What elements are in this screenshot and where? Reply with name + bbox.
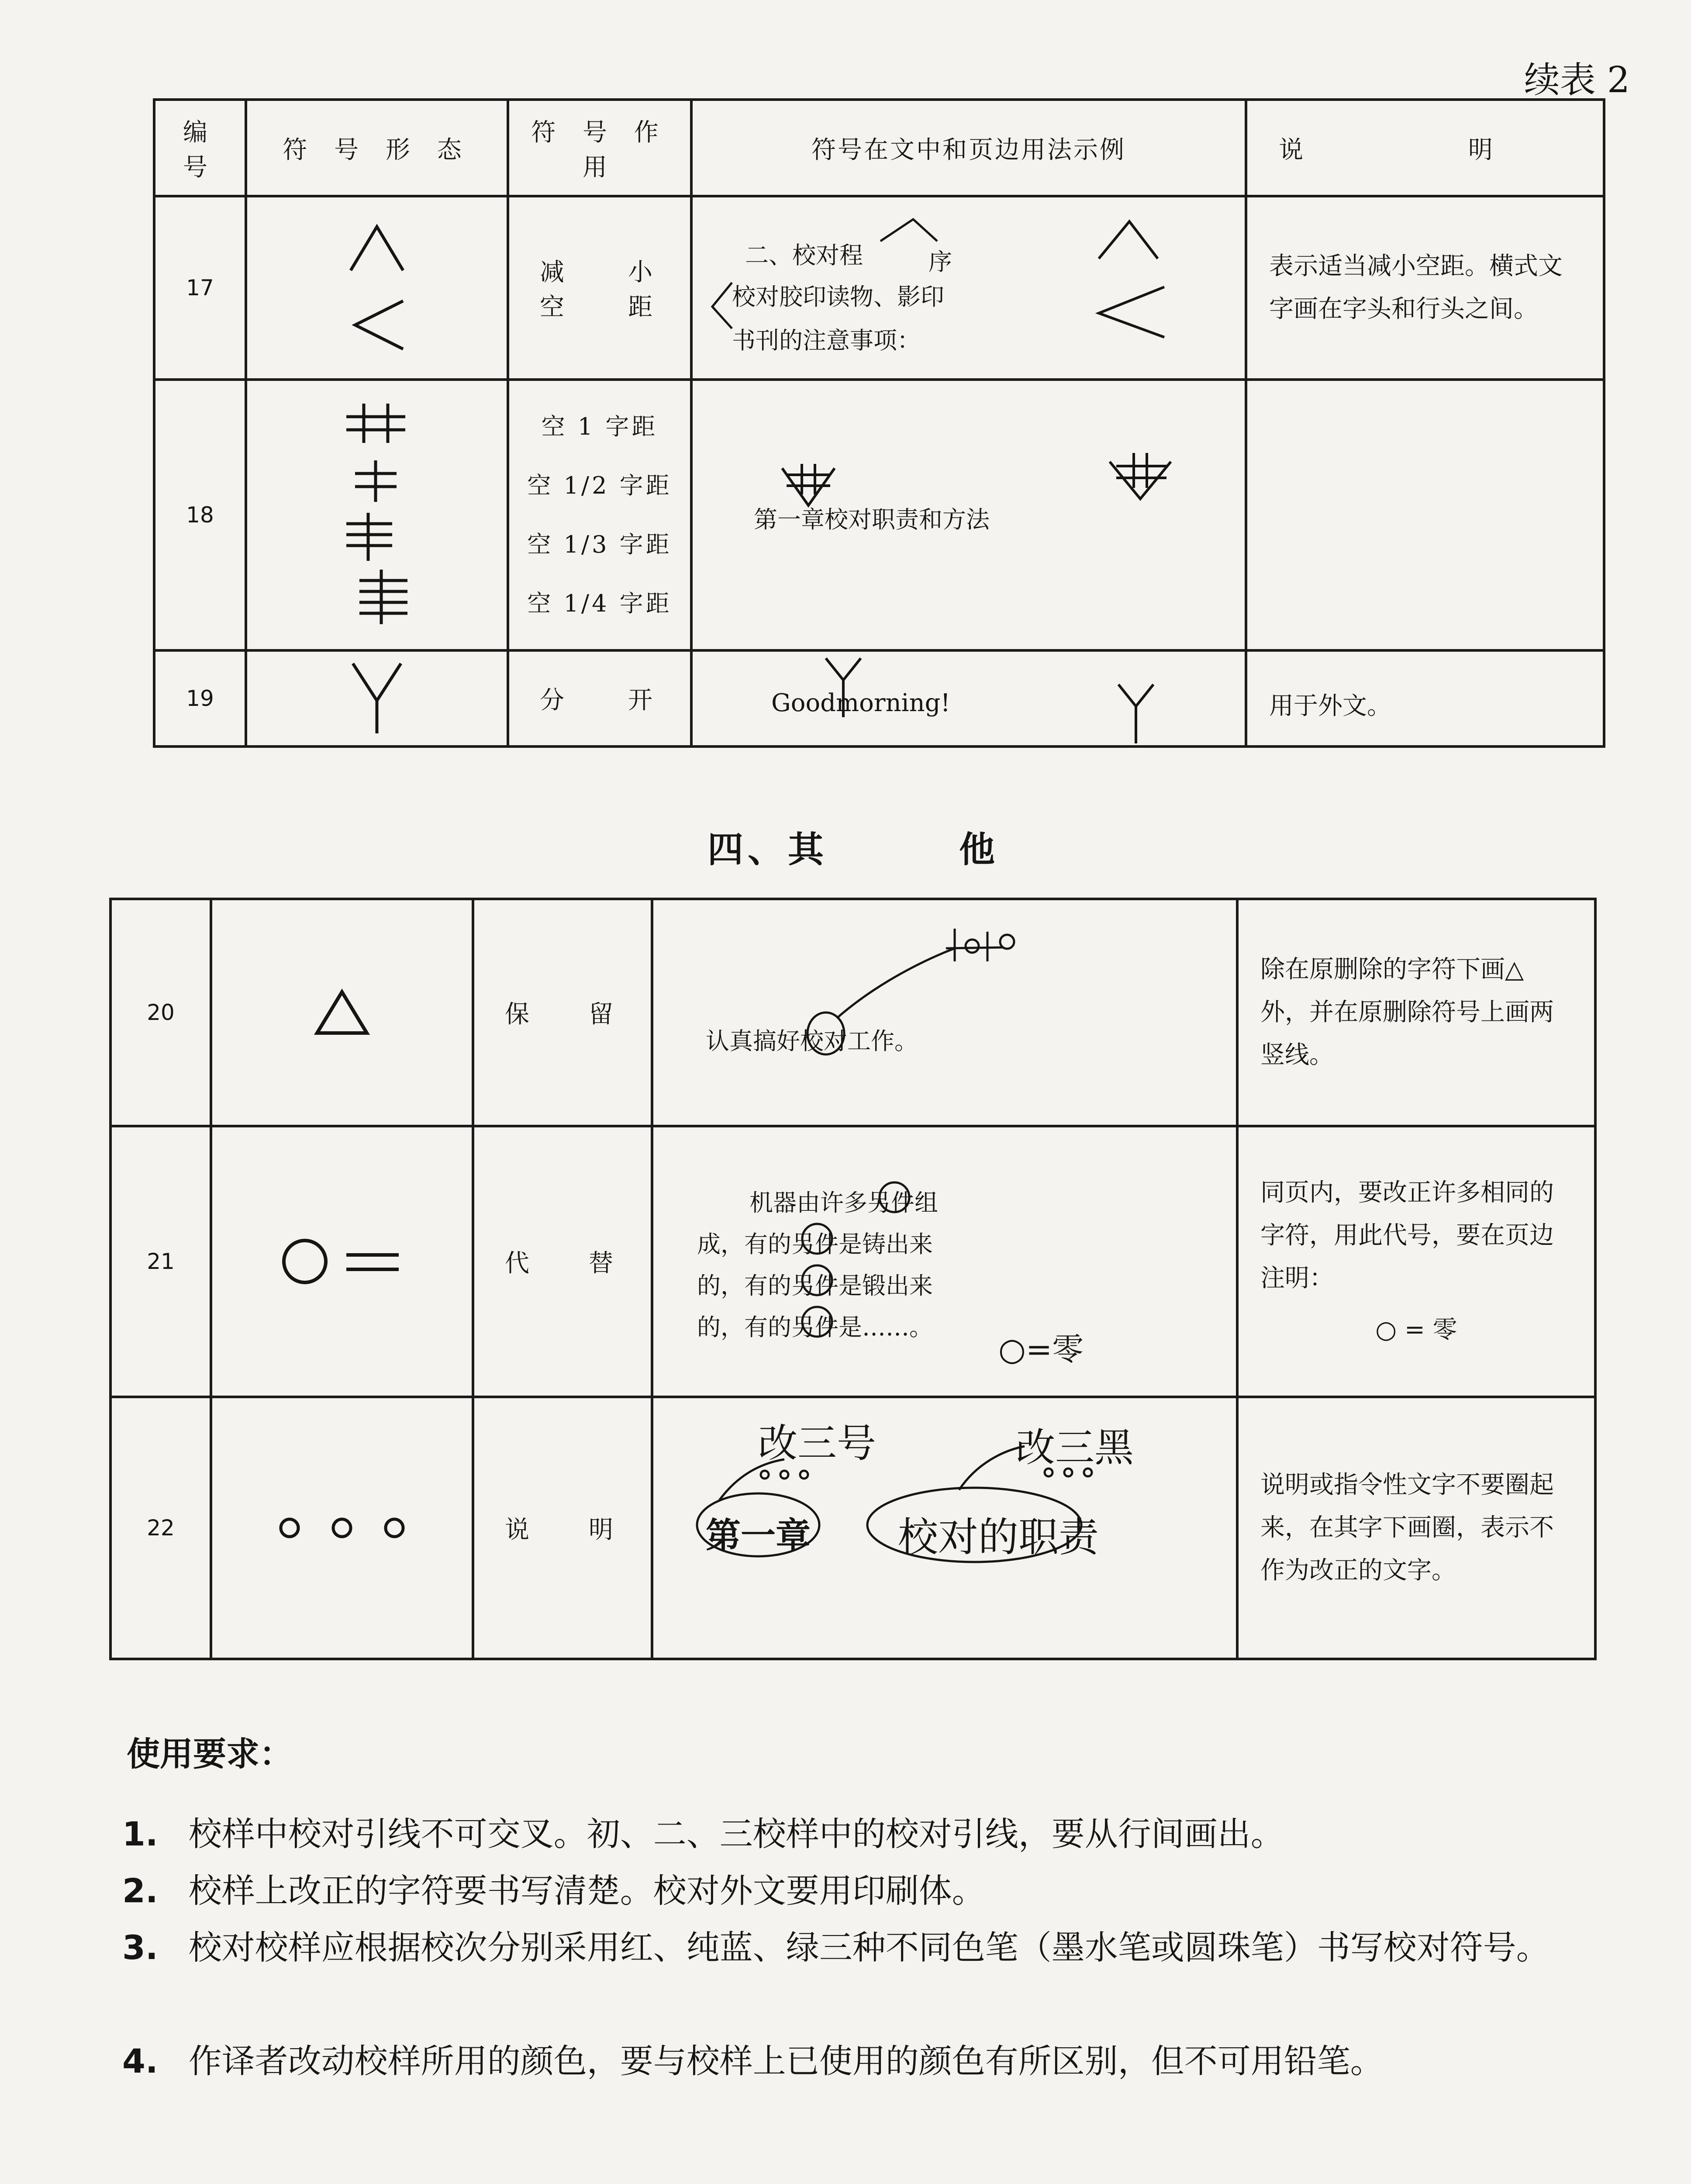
example-line: 校对的职责 bbox=[898, 1514, 1099, 1561]
usage-example bbox=[691, 650, 1246, 746]
table-row bbox=[110, 1126, 1595, 1397]
keep-symbol bbox=[211, 899, 473, 1126]
header-row bbox=[154, 100, 1604, 196]
example-line: 第一章校对职责和方法 bbox=[754, 506, 990, 533]
row-function-list bbox=[508, 380, 691, 650]
row-function: 保 留 bbox=[473, 899, 652, 1126]
reduce-space-symbol bbox=[246, 196, 508, 380]
header-symbol-function: 符 号 作 用 bbox=[508, 100, 691, 196]
row-description bbox=[1237, 1126, 1595, 1397]
header-usage-example: 符号在文中和页边用法示例 bbox=[691, 100, 1246, 196]
requirement-number: 1. bbox=[122, 1814, 158, 1853]
example-line: 的，有的另件是锻出来 bbox=[697, 1272, 933, 1299]
row-description: 用于外文。 bbox=[1246, 650, 1604, 746]
example-line: 机器由许多另件组 bbox=[749, 1189, 938, 1216]
example-line: 的，有的另件是……。 bbox=[697, 1313, 933, 1341]
proof-marks bbox=[693, 652, 1247, 748]
row-number: 20 bbox=[110, 899, 211, 1126]
proof-marks bbox=[693, 381, 1247, 652]
row-number: 18 bbox=[154, 380, 246, 650]
requirement-number: 4. bbox=[122, 2042, 158, 2080]
row-description bbox=[1246, 380, 1604, 650]
requirement-text: 校样中校对引线不可交叉。初、二、三校样中的校对引线，要从行间画出。 bbox=[188, 1814, 1284, 1853]
replace-symbol bbox=[211, 1126, 473, 1397]
comment-symbol bbox=[211, 1397, 473, 1659]
three-dots-circle-icon bbox=[276, 1515, 407, 1541]
annotation-text: 改三号 bbox=[758, 1420, 876, 1466]
row-number: 21 bbox=[110, 1126, 211, 1397]
function-item: 空 1/4 字距 bbox=[527, 590, 672, 617]
example-line: 二、校对程 bbox=[745, 242, 863, 269]
table-row bbox=[110, 1397, 1595, 1659]
symbols-table-top bbox=[153, 98, 1605, 748]
requirement-text: 校样上改正的字符要书写清楚。校对外文要用印刷体。 bbox=[188, 1871, 985, 1910]
row-number: 19 bbox=[154, 650, 246, 746]
table-row bbox=[154, 380, 1604, 650]
row-number: 17 bbox=[154, 196, 246, 380]
example-line: 序 bbox=[928, 248, 952, 276]
proof-marks bbox=[693, 197, 1247, 381]
separate-mark-icon bbox=[346, 661, 407, 736]
add-space-marks-icon bbox=[333, 401, 421, 629]
section-heading bbox=[707, 821, 999, 872]
example-line: 认真搞好校对工作。 bbox=[706, 1027, 918, 1055]
example-line: 校对胶印读物、影印 bbox=[732, 283, 944, 311]
table-row bbox=[154, 196, 1604, 380]
requirement-item bbox=[39, 2035, 1691, 2087]
description-note: ○ = 零 bbox=[1375, 1316, 1457, 1344]
requirement-item bbox=[39, 1865, 1691, 1917]
separate-symbol bbox=[246, 650, 508, 746]
row-description: 说明或指令性文字不要圈起来，在其字下画圈，表示不作为改正的文字。 bbox=[1237, 1397, 1595, 1659]
symbols-table-bottom bbox=[109, 898, 1597, 1660]
row-function: 代 替 bbox=[473, 1126, 652, 1397]
requirement-text: 校对校样应根据校次分别采用红、纯蓝、绿三种不同色笔（墨水笔或圆珠笔）书写校对符号。 bbox=[188, 1928, 1550, 1967]
row-number: 22 bbox=[110, 1397, 211, 1659]
usage-example bbox=[691, 196, 1246, 380]
section-heading-part: 他 bbox=[959, 829, 1000, 871]
usage-example bbox=[652, 899, 1237, 1126]
row-function: 分 开 bbox=[508, 650, 691, 746]
section-heading-part: 四、其 bbox=[707, 829, 828, 871]
row-function: 说 明 bbox=[473, 1397, 652, 1659]
example-line: Goodmorning! bbox=[771, 689, 950, 717]
usage-example bbox=[652, 1397, 1237, 1659]
table-row bbox=[110, 899, 1595, 1126]
description-text: 同页内，要改正许多相同的字符，用此代号，要在页边注明： bbox=[1260, 1178, 1554, 1292]
example-line: ○=零 bbox=[998, 1331, 1084, 1368]
triangle-icon bbox=[314, 988, 370, 1037]
add-space-symbols bbox=[246, 380, 508, 650]
requirement-item bbox=[39, 1808, 1691, 1860]
function-item: 空 1/2 字距 bbox=[527, 472, 672, 499]
header-description: 说 明 bbox=[1246, 100, 1604, 196]
example-line: 书刊的注意事项： bbox=[732, 327, 921, 354]
circle-equals-icon bbox=[281, 1235, 403, 1288]
requirements-title: 使用要求： bbox=[127, 1735, 293, 1773]
requirement-number: 2. bbox=[122, 1871, 158, 1910]
row-description: 表示适当减小空距。横式文字画在字头和行头之间。 bbox=[1246, 196, 1604, 380]
example-line: 成，有的另件是铸出来 bbox=[697, 1230, 933, 1258]
proof-marks bbox=[653, 900, 1239, 1127]
row-function: 减 小 空 距 bbox=[508, 196, 691, 380]
reduce-space-mark-icon bbox=[342, 222, 412, 353]
function-item: 空 1 字距 bbox=[541, 413, 658, 440]
table-row bbox=[154, 650, 1604, 746]
function-item: 空 1/3 字距 bbox=[527, 531, 672, 558]
annotation-text: 改三黑 bbox=[1016, 1425, 1134, 1471]
example-line: 第一章 bbox=[706, 1515, 811, 1556]
requirement-number: 3. bbox=[122, 1928, 158, 1967]
proof-marks bbox=[653, 1398, 1239, 1660]
requirement-text: 作译者改动校样所用的颜色，要与校样上已使用的颜色有所区别，但不可用铅笔。 bbox=[188, 2042, 1384, 2080]
requirement-item bbox=[39, 1922, 1620, 1973]
header-number: 编 号 bbox=[154, 100, 246, 196]
header-symbol-form: 符 号 形 态 bbox=[246, 100, 508, 196]
page-label: 续表 2 bbox=[1524, 59, 1630, 101]
usage-example bbox=[691, 380, 1246, 650]
row-description: 除在原删除的字符下画△外，并在原删除符号上画两竖线。 bbox=[1237, 899, 1595, 1126]
proof-marks bbox=[653, 1127, 1239, 1398]
usage-example bbox=[652, 1126, 1237, 1397]
